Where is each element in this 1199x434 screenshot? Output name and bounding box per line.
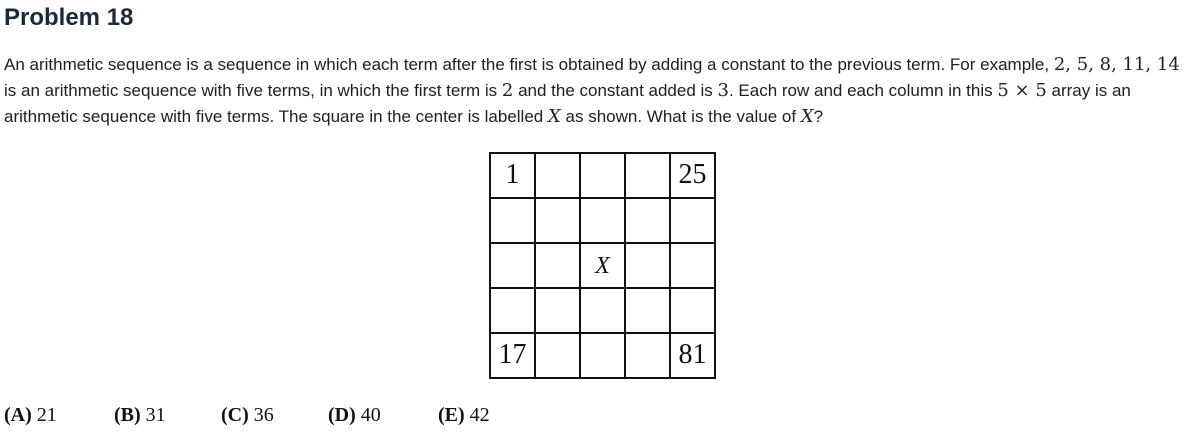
grid-cell xyxy=(536,199,581,244)
statement-text-7: ? xyxy=(813,107,824,126)
grid-cell xyxy=(626,334,671,379)
grid-cell xyxy=(491,289,536,334)
choice-c xyxy=(221,403,274,427)
choice-value: 40 xyxy=(360,404,381,426)
choice-letter: (A) xyxy=(4,404,32,426)
statement-text-3: and the constant added is xyxy=(513,81,718,100)
array-size: 5 × 5 xyxy=(997,80,1047,101)
first-term-value: 2 xyxy=(501,80,514,101)
choice-letter: (B) xyxy=(114,404,141,426)
grid-cell xyxy=(491,199,536,244)
problem-title: Problem 18 xyxy=(4,4,134,31)
grid-cell xyxy=(671,199,716,244)
statement-text-5: array is an arithmetic sequence with five terms. The square in the center is labelled xyxy=(4,81,1131,126)
grid-cell xyxy=(581,154,626,199)
statement-text-6: as shown. What is the value of xyxy=(560,107,801,126)
grid-cell xyxy=(671,244,716,289)
grid-cell xyxy=(581,289,626,334)
grid-cell xyxy=(626,154,671,199)
grid-cell xyxy=(671,289,716,334)
grid-cell-top-right: 25 xyxy=(671,154,716,199)
choice-a xyxy=(4,403,57,427)
choice-letter: (E) xyxy=(438,404,465,426)
grid-cell xyxy=(536,334,581,379)
number-grid xyxy=(489,152,716,379)
choice-value: 21 xyxy=(36,404,57,426)
statement-text-4: . Each row and each column in this xyxy=(728,81,998,100)
grid-cell xyxy=(491,244,536,289)
grid-cell xyxy=(536,289,581,334)
choice-letter: (C) xyxy=(221,404,249,426)
grid-cell xyxy=(536,244,581,289)
grid-cell-bottom-left: 17 xyxy=(491,334,536,379)
choice-e xyxy=(438,403,490,427)
grid-cell xyxy=(581,334,626,379)
choice-b xyxy=(114,403,166,427)
constant-value: 3 xyxy=(717,80,729,101)
choice-value: 42 xyxy=(469,404,490,426)
grid-cell-bottom-right: 81 xyxy=(671,334,716,379)
grid-cell xyxy=(626,289,671,334)
example-sequence: 2, 5, 8, 11, 14 xyxy=(1053,54,1180,75)
choice-letter: (D) xyxy=(328,404,356,426)
grid-cell xyxy=(626,199,671,244)
variable-x-question: X xyxy=(800,106,814,127)
statement-text-1: An arithmetic sequence is a sequence in which each term after the first is obtained by adding a constant to the previous term. For example, xyxy=(4,55,1054,74)
grid-cell xyxy=(626,244,671,289)
variable-x: X xyxy=(547,106,561,127)
grid-cell-center: X xyxy=(581,244,626,289)
statement-text-2: is an arithmetic sequence with five terms, in which the first term is xyxy=(4,81,502,100)
grid-cell xyxy=(536,154,581,199)
choice-value: 36 xyxy=(253,404,274,426)
choice-d xyxy=(328,403,381,427)
problem-statement xyxy=(4,52,1194,130)
grid-cell xyxy=(581,199,626,244)
choice-value: 31 xyxy=(145,404,166,426)
grid-cell-top-left: 1 xyxy=(491,154,536,199)
